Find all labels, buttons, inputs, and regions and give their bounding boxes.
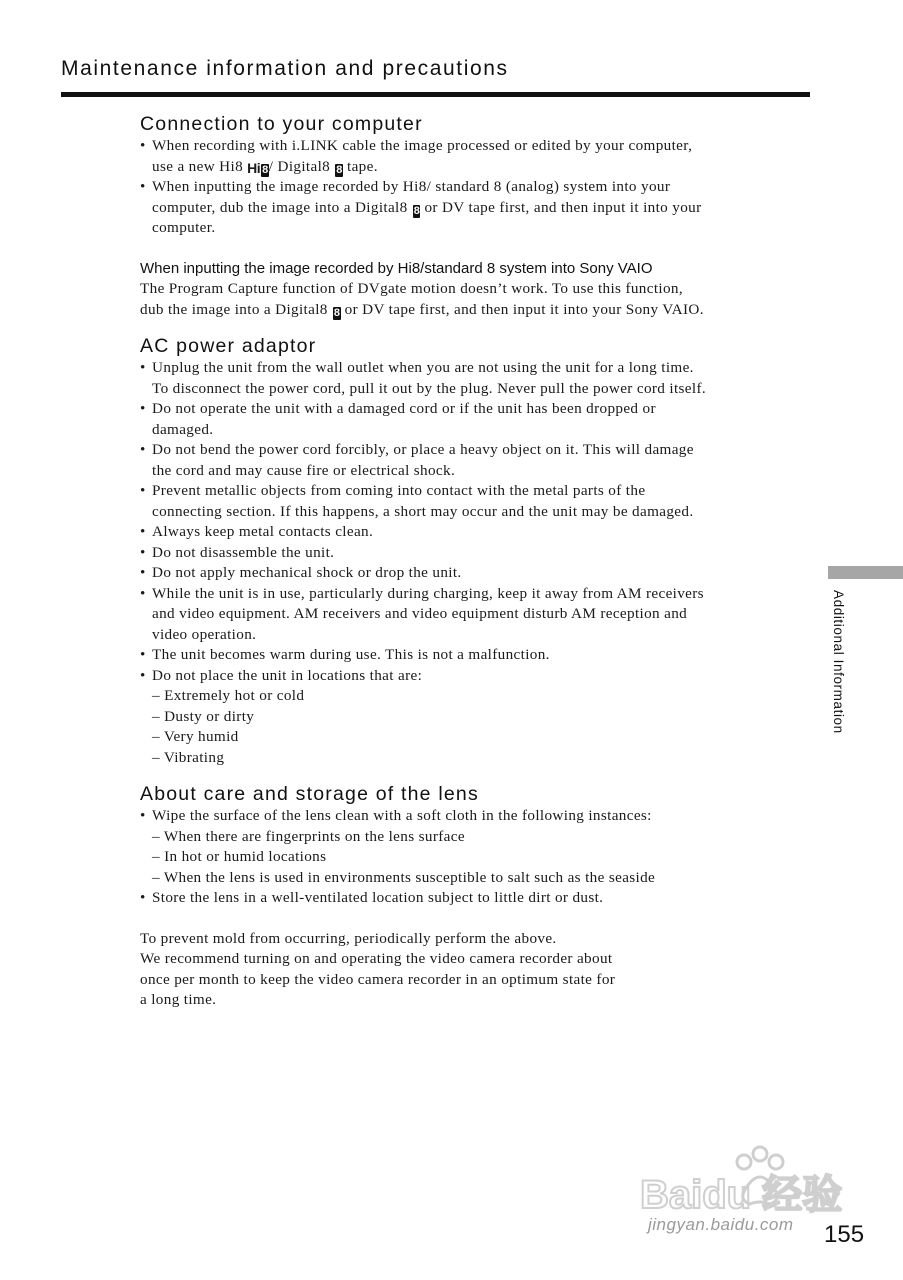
computer-bullet1-line2-mid: / Digital8 [268, 157, 335, 175]
computer-bullet2-line1: When inputting the image recorded by Hi8/ standard 8 (analog) system into your [152, 178, 671, 195]
ac-item-3-line1: connecting section. If this happens, a short may occur and the unit may be damaged. [152, 502, 694, 520]
digital8-logo-icon: 8 [336, 163, 342, 176]
ac-item-4-line0: Always keep metal contacts clean. [152, 523, 374, 540]
list-item [140, 177, 812, 239]
section-heading-ac: AC power adaptor [140, 335, 317, 357]
page-content [140, 112, 812, 1011]
page-number: 155 [824, 1221, 865, 1248]
header-rule [61, 92, 810, 97]
lens-bullet1: Wipe the surface of the lens clean with a soft cloth in the following instances: [152, 807, 652, 824]
list-item [140, 399, 812, 440]
ac-item-1-line1: damaged. [152, 420, 214, 438]
location-2: – Very humid [152, 728, 239, 745]
lens-note-line-1: We recommend turning on and operating the video camera recorder about [140, 950, 613, 967]
list-item [140, 645, 812, 666]
computer-bullet1-line1: When recording with i.LINK cable the image processed or edited by your computer, [152, 137, 693, 154]
vaio-line1: The Program Capture function of DVgate motion doesn’t work. To use this function, [140, 280, 684, 297]
lens-bullets [140, 806, 812, 909]
ac-item-7-line0: While the unit is in use, particularly during charging, keep it away from AM receivers [152, 584, 704, 602]
vaio-paragraph [140, 279, 812, 320]
ac-item-3-line0: Prevent metallic objects from coming into contact with the metal parts of the [152, 482, 646, 499]
location-1: – Dusty or dirty [152, 707, 255, 725]
ac-item-2-line1: the cord and may cause fire or electrical shock. [152, 461, 456, 479]
hi8-logo-icon: Hi 8 [247, 159, 268, 176]
ac-item-7-line1: and video equipment. AM receivers and video equipment disturb AM reception and [152, 605, 688, 622]
lens-instance-0: – When there are fingerprints on the lens surface [152, 827, 465, 845]
list-item [140, 868, 812, 889]
computer-bullets [140, 136, 812, 239]
lens-note-line-3: a long time. [140, 991, 217, 1008]
location-3: – Vibrating [152, 748, 225, 766]
list-item [140, 522, 812, 543]
section-heading-computer: Connection to your computer [140, 113, 423, 135]
list-item [140, 727, 812, 748]
computer-bullet2-line2-pre: computer, dub the image into a Digital8 [152, 198, 412, 216]
lens-note [140, 929, 812, 1011]
list-item [140, 686, 812, 707]
list-item [140, 847, 812, 868]
ac-item-0-line1: To disconnect the power cord, pull it out by the plug. Never pull the power cord itself. [152, 379, 706, 397]
list-item [140, 748, 812, 769]
list-item [140, 440, 812, 481]
lens-note-line-2: once per month to keep the video camera recorder in an optimum state for [140, 970, 616, 988]
list-item [140, 543, 812, 564]
list-item [140, 707, 812, 728]
vaio-line2-pre: dub the image into a Digital8 [140, 300, 332, 318]
list-item [140, 827, 812, 848]
computer-bullet1-line2-post: tape. [342, 157, 378, 175]
ac-item-2-line0: Do not bend the power cord forcibly, or place a heavy object on it. This will damage [152, 441, 694, 458]
lens-instance-1: – In hot or humid locations [152, 848, 327, 865]
list-item [140, 563, 812, 584]
ac-item-1-line0: Do not operate the unit with a damaged cord or if the unit has been dropped or [152, 400, 656, 417]
computer-bullet2-line2-post: or DV tape first, and then input it into your [420, 198, 702, 216]
location-0: – Extremely hot or cold [152, 687, 305, 704]
ac-item-7-line2: video operation. [152, 625, 257, 643]
list-item [140, 136, 812, 177]
page-header-title: Maintenance information and precautions [61, 57, 509, 80]
digital8-logo-icon: 8 [333, 306, 340, 319]
list-item [140, 584, 812, 646]
ac-item-0-line0: Unplug the unit from the wall outlet when you are not using the unit for a long time. [152, 359, 694, 376]
lens-bullet2: Store the lens in a well-ventilated location subject to little dirt or dust. [152, 889, 604, 906]
section-heading-vaio: When inputting the image recorded by Hi8/standard 8 system into Sony VAIO [140, 259, 653, 277]
digital8-logo-icon: 8 [413, 204, 420, 217]
ac-item-9-line0: Do not place the unit in locations that are: [152, 666, 423, 684]
watermark-logo-text: Baidu 经验 [640, 1173, 843, 1217]
watermark-url: jingyan.baidu.com [648, 1215, 794, 1234]
computer-bullet2-line3: computer. [152, 219, 216, 236]
ac-item-8-line0: The unit becomes warm during use. This is not a malfunction. [152, 646, 550, 663]
section-heading-lens: About care and storage of the lens [140, 783, 479, 805]
computer-bullet1-line2-pre: use a new Hi8 [152, 157, 248, 175]
side-tab-label: Additional Information [831, 590, 846, 734]
ac-bullets [140, 358, 812, 768]
list-item [140, 358, 812, 399]
lens-instance-2: – When the lens is used in environments susceptible to salt such as the seaside [152, 868, 656, 886]
list-item [140, 806, 812, 827]
list-item [140, 666, 812, 687]
list-item [140, 888, 812, 909]
vaio-line2-post: or DV tape first, and then input it into your Sony VAIO. [340, 300, 704, 318]
ac-item-6-line0: Do not apply mechanical shock or drop the unit. [152, 564, 462, 581]
side-tab-marker [828, 566, 903, 579]
lens-note-line-0: To prevent mold from occurring, periodically perform the above. [140, 929, 557, 947]
list-item [140, 481, 812, 522]
ac-item-5-line0: Do not disassemble the unit. [152, 543, 335, 561]
